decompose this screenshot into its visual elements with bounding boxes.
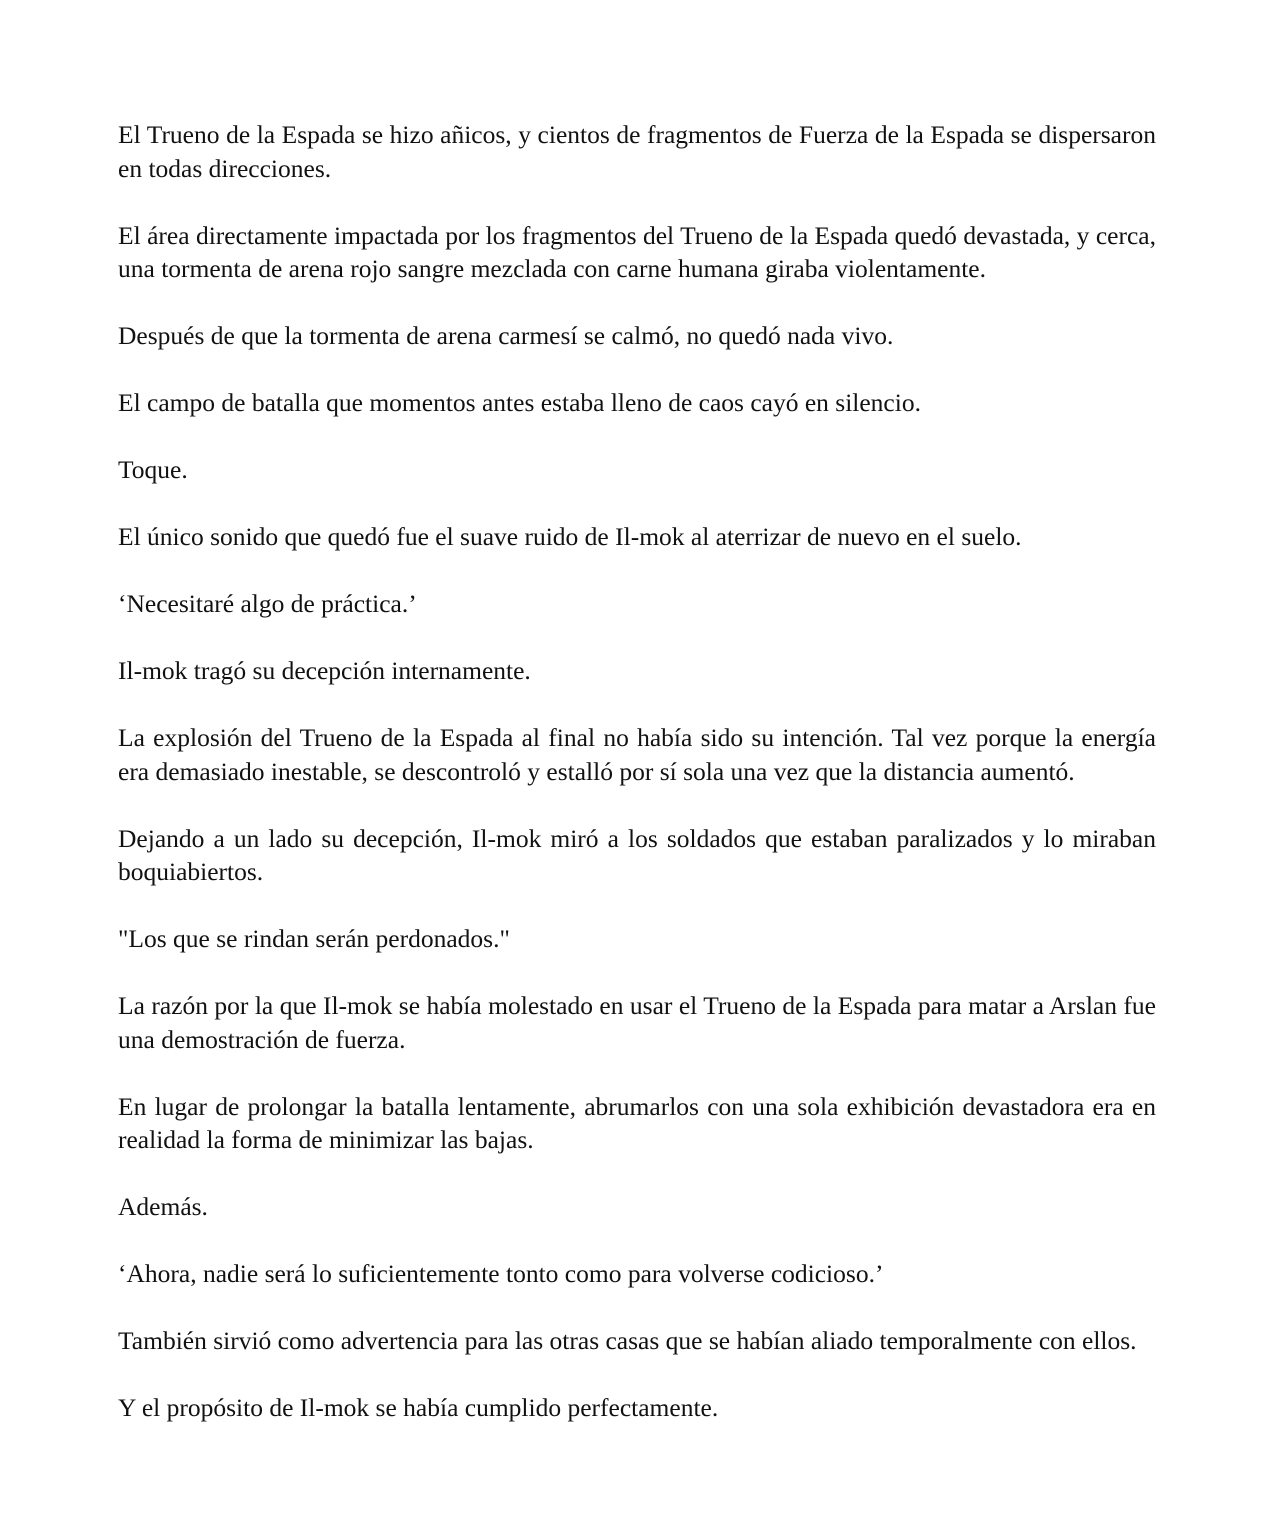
paragraph-6: El único sonido que quedó fue el suave ruido de Il-mok al aterrizar de nuevo en el suelo. [118, 522, 1022, 551]
paragraph-5: Toque. [118, 455, 188, 484]
paragraph-1: El Trueno de la Espada se hizo añicos, y cientos de fragmentos de Fuerza de la Espada se dispersaron en todas direcciones. [118, 120, 1156, 183]
paragraph-11: "Los que se rindan serán perdonados." [118, 924, 510, 953]
paragraph-13: En lugar de prolongar la batalla lentamente, abrumarlos con una sola exhibición devastadora era en realidad la forma de minimizar las bajas. [118, 1091, 1156, 1154]
paragraph-15: ‘Ahora, nadie será lo suficientemente tonto como para volverse codicioso.’ [118, 1259, 884, 1288]
paragraph-14: Además. [118, 1192, 208, 1221]
paragraph-3: Después de que la tormenta de arena carmesí se calmó, no quedó nada vivo. [118, 321, 894, 350]
paragraph-7: ‘Necesitaré algo de práctica.’ [118, 589, 417, 618]
paragraph-2: El área directamente impactada por los fragmentos del Trueno de la Espada quedó devastada, y cerca, una tormenta de arena rojo sangre mezclada con carne humana giraba violentamente. [118, 220, 1156, 283]
paragraph-17: Y el propósito de Il-mok se había cumplido perfectamente. [118, 1393, 719, 1422]
paragraph-10: Dejando a un lado su decepción, Il-mok miró a los soldados que estaban paralizados y lo miraban boquiabiertos. [118, 823, 1156, 886]
document-page [118, 118, 1156, 1425]
paragraph-4: El campo de batalla que momentos antes estaba lleno de caos cayó en silencio. [118, 388, 921, 417]
paragraph-9: La explosión del Trueno de la Espada al final no había sido su intención. Tal vez porque la energía era demasiado inestable, se descontroló y estalló por sí sola una vez que la distancia aumentó. [118, 723, 1156, 786]
paragraph-16: También sirvió como advertencia para las otras casas que se habían aliado temporalmente con ellos. [118, 1326, 1137, 1355]
paragraph-12: La razón por la que Il-mok se había molestado en usar el Trueno de la Espada para matar a Arslan fue una demostración de fuerza. [118, 991, 1156, 1054]
paragraph-8: Il-mok tragó su decepción internamente. [118, 656, 531, 685]
